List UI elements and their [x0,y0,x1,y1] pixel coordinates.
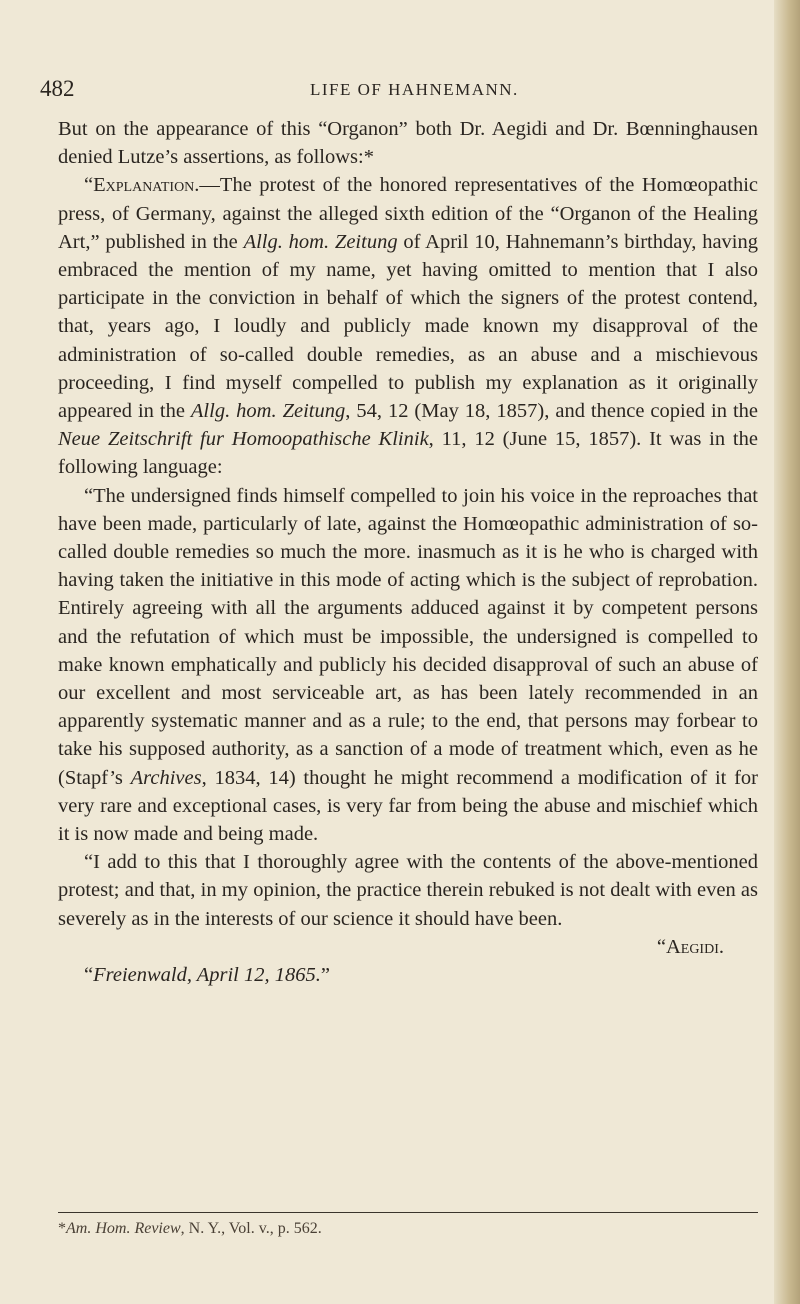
signature-name: Aegidi. [665,935,724,958]
explanation-text-a: —The protest of the honored representatives of the Homœopathic press, of Germany, against the alleged sixth edition of the “Organon of the Healing Art,” published in the [58,174,758,253]
journal-title: Allg. hom. Zeitung [243,230,398,253]
open-quote: “ [656,935,666,958]
intro-text: But on the appearance of this “Organon” both Dr. Aegidi and Dr. Bœnninghausen denied Lutze’s assertions, as follows:* [58,118,758,169]
declaration-text-a: “The undersigned finds himself compelled to join his voice in the reproaches that have been made, particularly of late, against the Homœopathic administration of so-called double remedies so much the more. inasmuch as it is he who is charged with having taken the initiative in this mode of acting which is the subject of reprobation. Entirely agreeing with all the arguments adduced against it by competent persons and the refutation of which must be impossible, the undersigned is compelled to make known emphatically and publicly his decided disapproval of such an abuse of our excellent and most serviceable art, as has been lately recommended in an apparently systematic manner and as a rule; to the end, that persons may forbear to take his supposed authority, as a sanction of a mode of treatment which, even as he (Stapf’s [58,484,758,789]
footnote-marker: * [58,1220,66,1237]
page-edge [774,0,800,1304]
explanation-lead: Explanation. [93,174,200,197]
footnote [58,1218,758,1240]
explanation-text-d: , 11, 12 (June 15, 1857). It was in the following language: [58,428,758,479]
paragraph-addendum [58,848,758,933]
explanation-text-b: of April 10, Hahnemann’s birthday, having embraced the mention of my name, yet having omitted to mention that I also participate in the conviction in behalf of which the signers of the protest contend, that, years ago, I loudly and publicly made known my disapproval of the administration of so-called double remedies, as an abuse and a mischievous proceeding, I find myself compelled to publish my explanation as it originally appeared in the [58,230,758,423]
paragraph-explanation [58,171,758,481]
dateline-text: Freienwald, April 12, 1865. [93,964,321,987]
open-quote: “ [84,174,94,197]
paragraph-intro [58,115,758,171]
footnote-rule [58,1212,758,1213]
journal-title: Archives [130,766,202,789]
journal-title: Neue Zeitschrift fur Homoopathische Klinik [58,428,429,451]
dateline [58,961,758,989]
journal-title: Allg. hom. Zeitung [190,400,346,423]
page-number: 482 [40,76,75,101]
declaration-text-b: , 1834, 14) thought he might recommend a modification of it for very rare and exceptional cases, is very far from being the abuse and mischief which it is now made and being made. [58,766,759,846]
signature [58,933,758,961]
footnote-text: , N. Y., Vol. v., p. 562. [180,1220,322,1237]
close-quote: ” [320,964,330,987]
page-header [40,76,740,106]
paragraph-declaration [58,482,758,849]
body-text [58,115,758,989]
open-quote: “ [84,964,94,987]
explanation-text-c: , 54, 12 (May 18, 1857), and thence copied in the [345,400,758,423]
addendum-text: “I add to this that I thoroughly agree with the contents of the above-mentioned protest; and that, in my opinion, the practice therein rebuked is not dealt with even as severely as in the interests of our science it should have been. [58,851,758,930]
footnote-title: Am. Hom. Review [66,1220,181,1237]
running-head: LIFE OF HAHNEMANN. [310,80,519,99]
